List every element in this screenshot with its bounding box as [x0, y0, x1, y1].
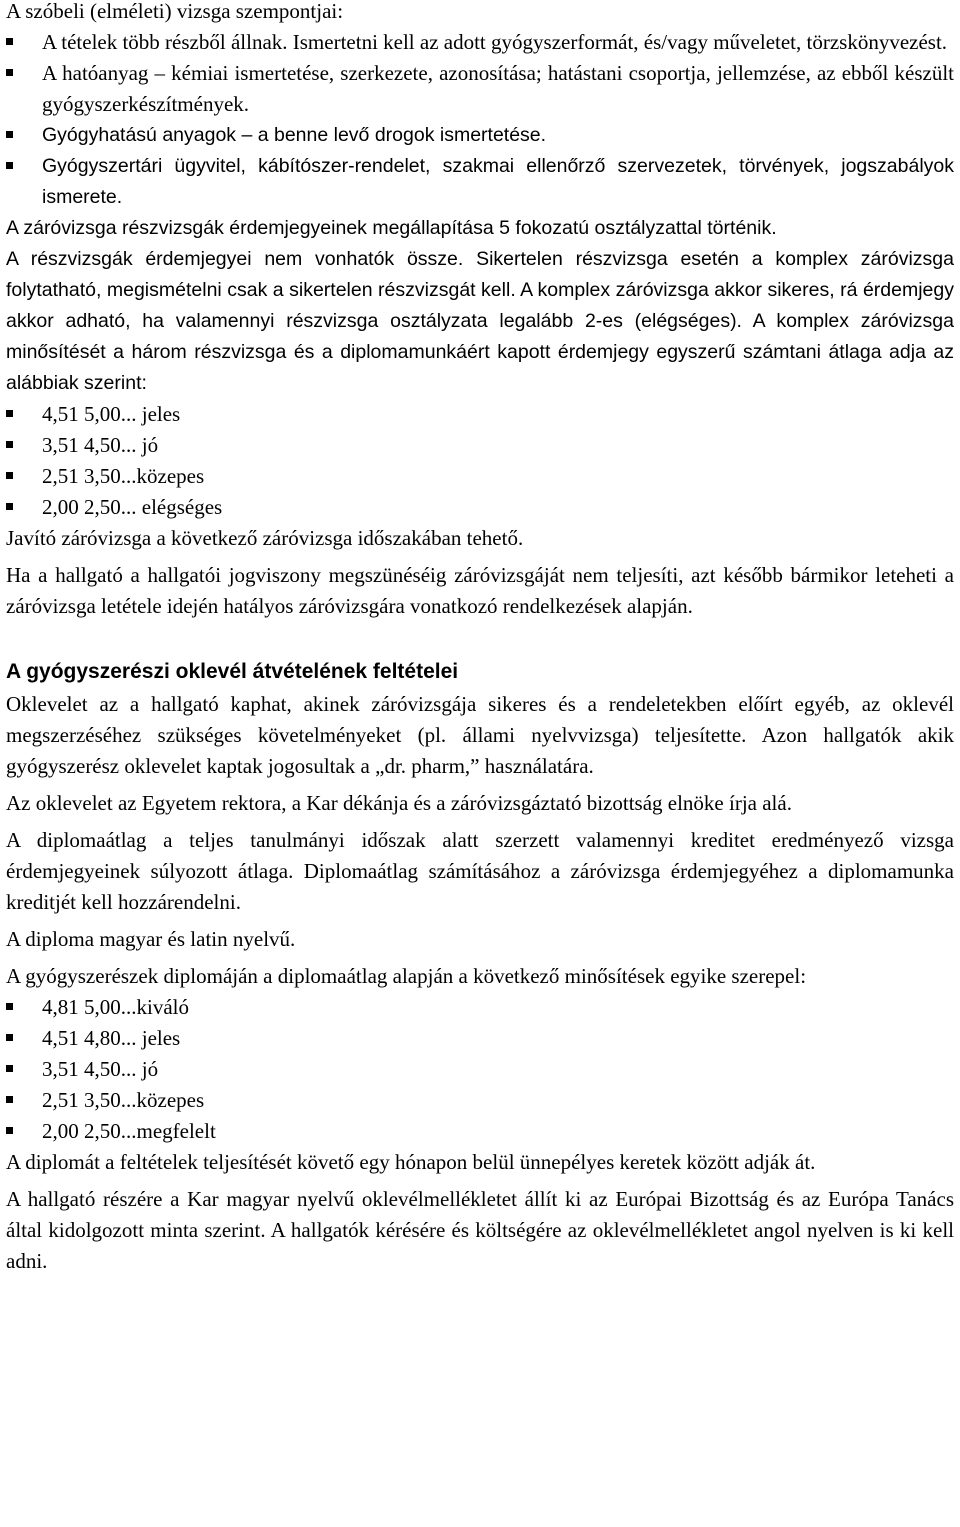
grade-dots: ...	[120, 464, 137, 488]
list-item: A hatóanyag – kémiai ismertetése, szerkezete, azonosítása; hatástani csoportja, jellemzése, az ebből készült gyógyszerkészítmények.	[6, 58, 954, 120]
grade-dots: ...	[120, 433, 137, 457]
grade-item	[6, 399, 954, 430]
grade-dots: ...	[120, 1057, 137, 1081]
grade-dots: ...	[120, 402, 137, 426]
diploma-paragraph: A diplomaátlag a teljes tanulmányi időszak alatt szerzett valamennyi kreditet eredményező vizsga érdemjegyeinek súlyozott átlaga. Diplomaátlag számításához a záróvizsga érdemjegyéhez a diplomamunka kreditjét kell hozzárendelni.	[6, 828, 954, 914]
diploma-paragraph: Oklevelet az a hallgató kaphat, akinek záróvizsgája sikeres és a rendeletekben előírt egyéb, az oklevél megszerzéséhez szükséges követelményeket (pl. állami nyelvvizsga) teljesítette. Azon hallgatók akik gyógyszerész oklevelet kaptak jogosultak a „dr. pharm,” használatára.	[6, 692, 954, 778]
grade-label: megfelelt	[136, 1119, 216, 1143]
grade-dots: ...	[120, 1026, 137, 1050]
oral-exam-list	[6, 27, 954, 213]
grade-range: 2,00 2,50	[42, 1119, 121, 1143]
list-item: Gyógyszertári ügyvitel, kábítószer-rendelet, szakmai ellenőrző szervezetek, törvények, jogszabályok ismerete.	[6, 151, 954, 213]
grade-label: jeles	[136, 402, 181, 426]
later-paragraph: Ha a hallgató a hallgatói jogviszony megszünéséig záróvizsgáját nem teljesíti, azt később bármikor leteheti a záróvizsga letétele idején hatályos záróvizsgára vonatkozó rendelkezések alapján.	[6, 563, 954, 618]
oral-exam-title: A szóbeli (elméleti) vizsga szempontjai:	[6, 0, 344, 23]
grade-range: 4,81 5,00	[42, 995, 121, 1019]
grade-item	[6, 1116, 954, 1147]
grade-item	[6, 1054, 954, 1085]
grade-label: jó	[136, 1057, 159, 1081]
grade-label: jeles	[136, 1026, 181, 1050]
grade-range: 2,51 3,50	[42, 1088, 121, 1112]
exam-grade-list	[6, 399, 954, 523]
grade-dots: ...	[120, 995, 137, 1019]
grade-item	[6, 1023, 954, 1054]
grade-range: 4,51 4,80	[42, 1026, 121, 1050]
grade-dots: ...	[120, 495, 137, 519]
grade-item	[6, 992, 954, 1023]
grade-range: 2,51 3,50	[42, 464, 121, 488]
grade-item	[6, 492, 954, 523]
grading-paragraph-1: A záróvizsga részvizsgák érdemjegyeinek megállapítása 5 fokozatú osztályzattal történik.	[6, 217, 777, 239]
diploma-paragraph: Az oklevelet az Egyetem rektora, a Kar dékánja és a záróvizsgáztató bizottság elnöke írja alá.	[6, 791, 792, 815]
grade-label: jó	[136, 433, 159, 457]
grade-range: 3,51 4,50	[42, 433, 121, 457]
list-item: Gyógyhatású anyagok – a benne levő drogok ismertetése.	[6, 120, 954, 151]
grading-paragraph-2: A részvizsgák érdemjegyei nem vonhatók össze. Sikertelen részvizsga esetén a komplex záróvizsga folytatható, megismételni csak a sikertelen részvizsgát kell. A komplex záróvizsga akkor sikeres, rá érdemjegy akkor adható, ha valamennyi részvizsga osztályzata legalább 2-es (elégséges). A komplex záróvizsga minősítését a három részvizsga és a diplomamunkáért kapott érdemjegy egyszerű számtani átlaga adja az alábbiak szerint:	[6, 248, 954, 394]
closing-paragraph: A diplomát a feltételek teljesítését követő egy hónapon belül ünnepélyes keretek között adják át.	[6, 1150, 816, 1174]
diploma-grade-list	[6, 992, 954, 1147]
grade-dots: ...	[120, 1119, 137, 1143]
grade-label: közepes	[136, 464, 205, 488]
grade-label: elégséges	[136, 495, 223, 519]
grade-item	[6, 1085, 954, 1116]
list-item: A tételek több részből állnak. Ismertetni kell az adott gyógyszerformát, és/vagy műveletet, törzskönyvezést.	[6, 27, 954, 58]
grade-item	[6, 430, 954, 461]
diploma-paragraph: A gyógyszerészek diplomáján a diplomaátlag alapján a következő minősítések egyike szerepel:	[6, 964, 807, 988]
grade-label: közepes	[136, 1088, 205, 1112]
grade-dots: ...	[120, 1088, 137, 1112]
section-heading: A gyógyszerészi oklevél átvételének feltételei	[6, 660, 459, 683]
grade-range: 4,51 5,00	[42, 402, 121, 426]
retake-paragraph: Javító záróvizsga a következő záróvizsga időszakában tehető.	[6, 526, 524, 550]
grade-item	[6, 461, 954, 492]
grade-label: kiváló	[136, 995, 189, 1019]
grade-range: 3,51 4,50	[42, 1057, 121, 1081]
diploma-paragraph: A diploma magyar és latin nyelvű.	[6, 927, 296, 951]
grade-range: 2,00 2,50	[42, 495, 121, 519]
closing-paragraph: A hallgató részére a Kar magyar nyelvű oklevélmellékletet állít ki az Európai Bizottság és az Európa Tanács által kidolgozott minta szerint. A hallgatók kérésére és költségére az oklevélmellékletet angol nyelven is ki kell adni.	[6, 1187, 954, 1273]
